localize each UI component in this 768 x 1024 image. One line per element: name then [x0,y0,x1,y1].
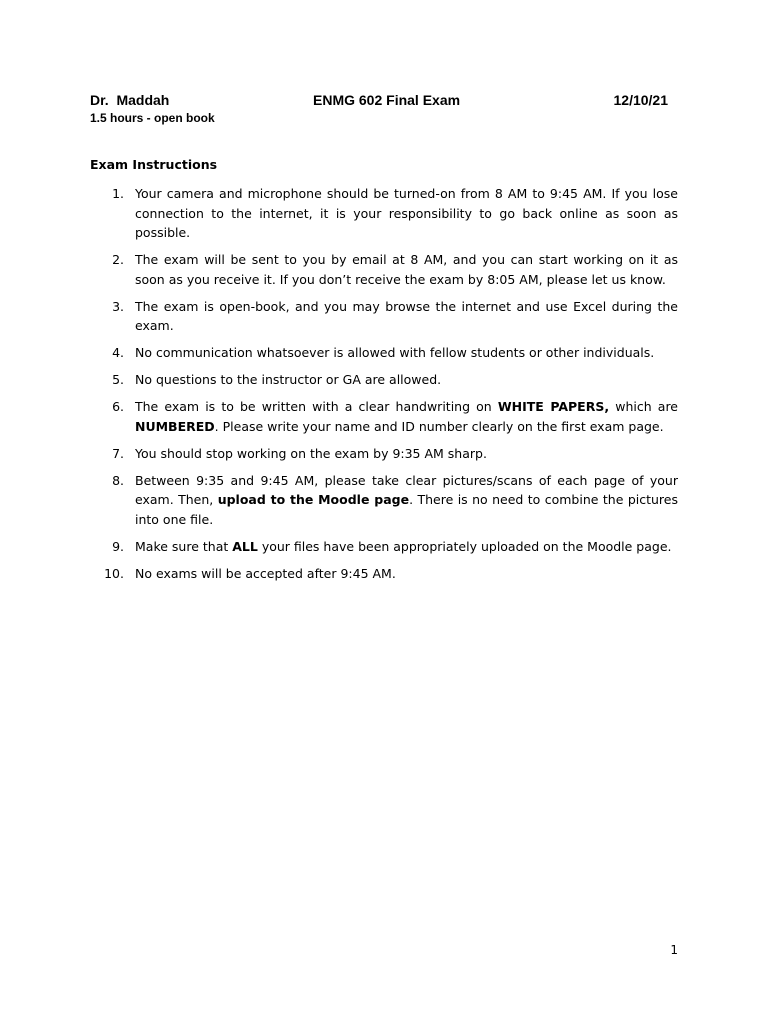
instruction-text-segment: No communication whatsoever is allowed with fellow students or other individuals. [135,345,655,360]
instruction-number: 6. [112,399,124,414]
instruction-text [135,345,654,360]
instruction-text [135,399,678,434]
instruction-number: 2. [112,252,124,267]
instruction-item [90,537,678,557]
exam-duration: 1.5 hours - open book [90,111,215,125]
instruction-text [135,186,678,240]
instruction-text [135,539,672,554]
instruction-text [135,372,441,387]
instruction-number: 8. [112,472,124,488]
emphasized-text: ALL [232,538,258,554]
emphasized-text: upload to the Moodle page [217,492,410,507]
instruction-number: 5. [112,372,124,387]
instruction-text-segment: your files have been appropriately uploaded on the Moodle page. [257,538,672,554]
exam-date: 12/10/21 [613,92,668,108]
instruction-number: 1. [112,186,124,201]
instruction-number: 7. [112,445,124,461]
emphasized-text: WHITE PAPERS, [497,399,610,414]
instruction-text-segment: which are [609,399,678,414]
header [90,92,680,110]
instruction-number: 10. [104,565,124,581]
instruction-item [90,471,678,530]
instruction-item [90,444,678,464]
instruction-number: 3. [112,298,124,314]
instruction-text-segment: The exam will be sent to you by email at 8 AM, and you can start working on it as soon as you receive it. If you don’t receive the exam by 8:05 AM, please let us know. [135,252,678,287]
emphasized-text: NUMBERED [135,418,215,434]
instruction-item [90,564,678,584]
instruction-text-segment: Your camera and microphone should be turned-on from 8 AM to 9:45 AM. If you lose connection to the internet, it is your responsibility to go back online as soon as possible. [135,186,678,240]
instructor-name: Dr. Maddah [90,92,170,108]
instruction-item [90,370,678,390]
instruction-text-segment: . Please write your name and ID number clearly on the first exam page. [214,418,664,434]
instruction-item [90,343,678,363]
instruction-item [90,397,678,436]
instruction-text-segment: The exam is to be written with a clear handwriting on [135,399,498,414]
section-title: Exam Instructions [90,157,218,172]
instruction-item [90,250,678,289]
instruction-text-segment: Between 9:35 and 9:45 AM, please take clear pictures/scans of each page of your exam. Then, [135,472,678,507]
instruction-item [90,184,678,243]
instruction-text-segment: The exam is open-book, and you may browse the internet and use Excel during the exam. [135,298,678,333]
instruction-text-segment: You should stop working on the exam by 9:35 AM sharp. [135,445,487,461]
instruction-number: 4. [112,345,124,360]
instruction-text [135,446,487,461]
instruction-text [135,473,678,527]
instruction-text [135,566,396,581]
instruction-item [90,297,678,336]
instruction-text [135,299,678,334]
instruction-text-segment: Make sure that [135,538,233,554]
instruction-text-segment: . There is no need to combine the pictures into one file. [135,492,678,527]
instruction-text-segment: No questions to the instructor or GA are allowed. [135,372,442,387]
page-number: 1 [670,943,678,957]
instructions-list [90,184,678,591]
exam-title: ENMG 602 Final Exam [313,92,461,108]
instruction-number: 9. [112,538,124,554]
instruction-text-segment: No exams will be accepted after 9:45 AM. [135,565,396,581]
instruction-text [135,252,678,287]
